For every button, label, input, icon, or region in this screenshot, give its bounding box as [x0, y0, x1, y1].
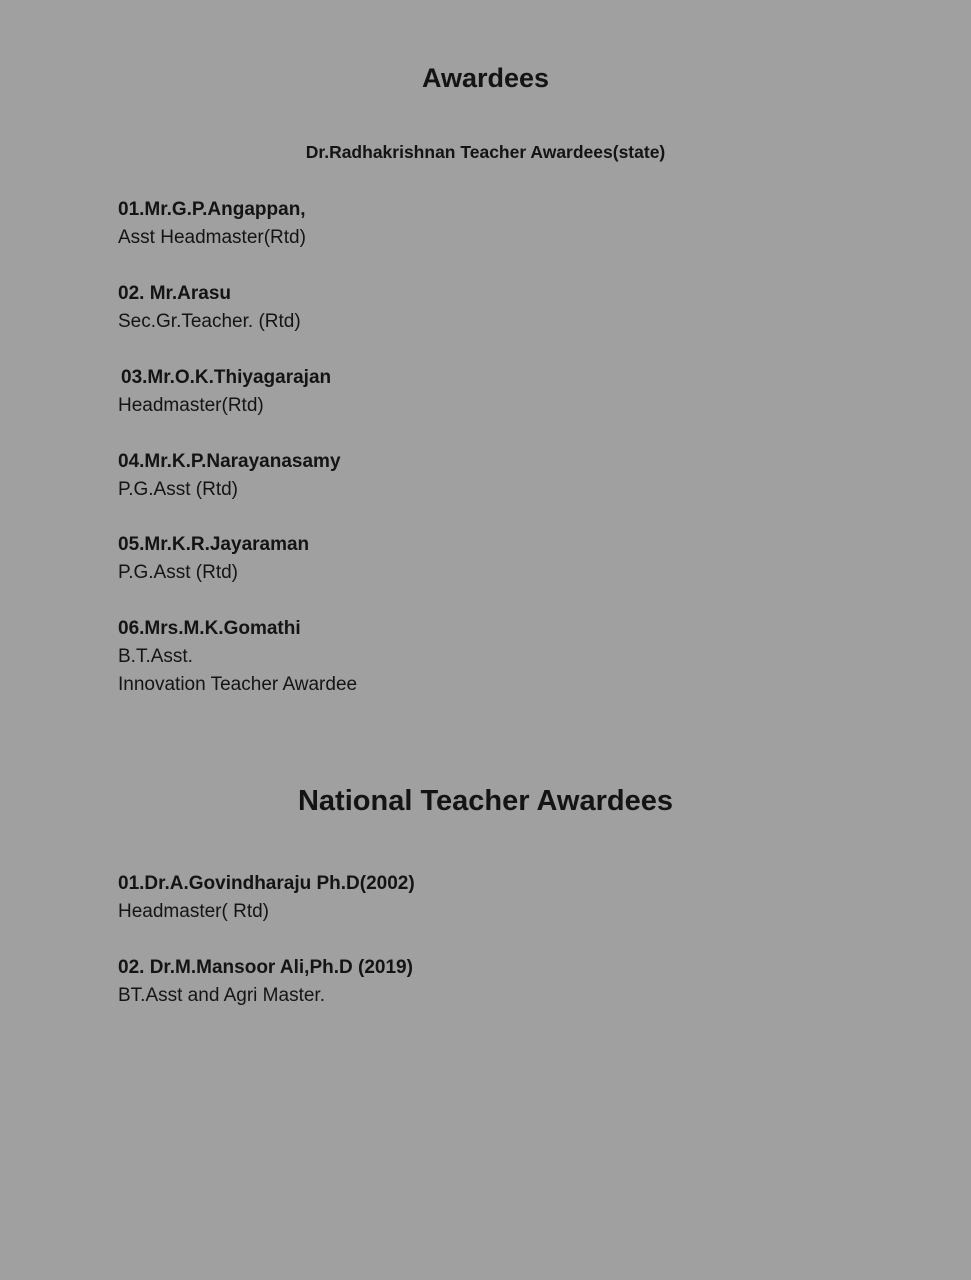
awardee-entry: [118, 364, 331, 420]
awardee-entry: [118, 615, 357, 699]
state-section-heading: Dr.Radhakrishnan Teacher Awardees(state): [305, 142, 666, 162]
awardee-name: 04.Mr.K.P.Narayanasamy: [118, 451, 341, 472]
awardee-designation: Headmaster(Rtd): [118, 395, 264, 416]
awardee-designation: Headmaster( Rtd): [118, 901, 269, 922]
awardee-designation: Asst Headmaster(Rtd): [118, 227, 306, 248]
awardee-entry: [118, 954, 413, 1010]
national-section-heading: National Teacher Awardees: [297, 785, 673, 817]
awardee-name: 02. Dr.M.Mansoor Ali,Ph.D (2019): [118, 957, 413, 978]
awardee-designation: BT.Asst and Agri Master.: [118, 985, 325, 1006]
awardee-name: 03.Mr.O.K.Thiyagarajan: [121, 367, 332, 388]
awardee-name: 06.Mrs.M.K.Gomathi: [118, 618, 301, 639]
awardee-designation: Sec.Gr.Teacher. (Rtd): [118, 311, 301, 332]
awardee-name: 01.Mr.G.P.Angappan,: [118, 199, 306, 220]
awardee-designation: P.G.Asst (Rtd): [118, 562, 239, 583]
awardee-name: 02. Mr.Arasu: [118, 283, 231, 304]
awardee-name: 01.Dr.A.Govindharaju Ph.D(2002): [118, 873, 415, 894]
awardee-entry: [118, 196, 306, 252]
page-title: Awardees: [421, 63, 550, 93]
awardee-entry: [118, 448, 341, 504]
awardee-designation: B.T.Asst.: [118, 646, 193, 667]
awardee-entry: [118, 870, 415, 926]
awardee-note: Innovation Teacher Awardee: [118, 674, 358, 695]
awardee-entry: [118, 531, 309, 587]
awardee-name: 05.Mr.K.R.Jayaraman: [118, 534, 310, 555]
awardee-entry: [118, 280, 301, 336]
awardee-designation: P.G.Asst (Rtd): [118, 479, 239, 500]
